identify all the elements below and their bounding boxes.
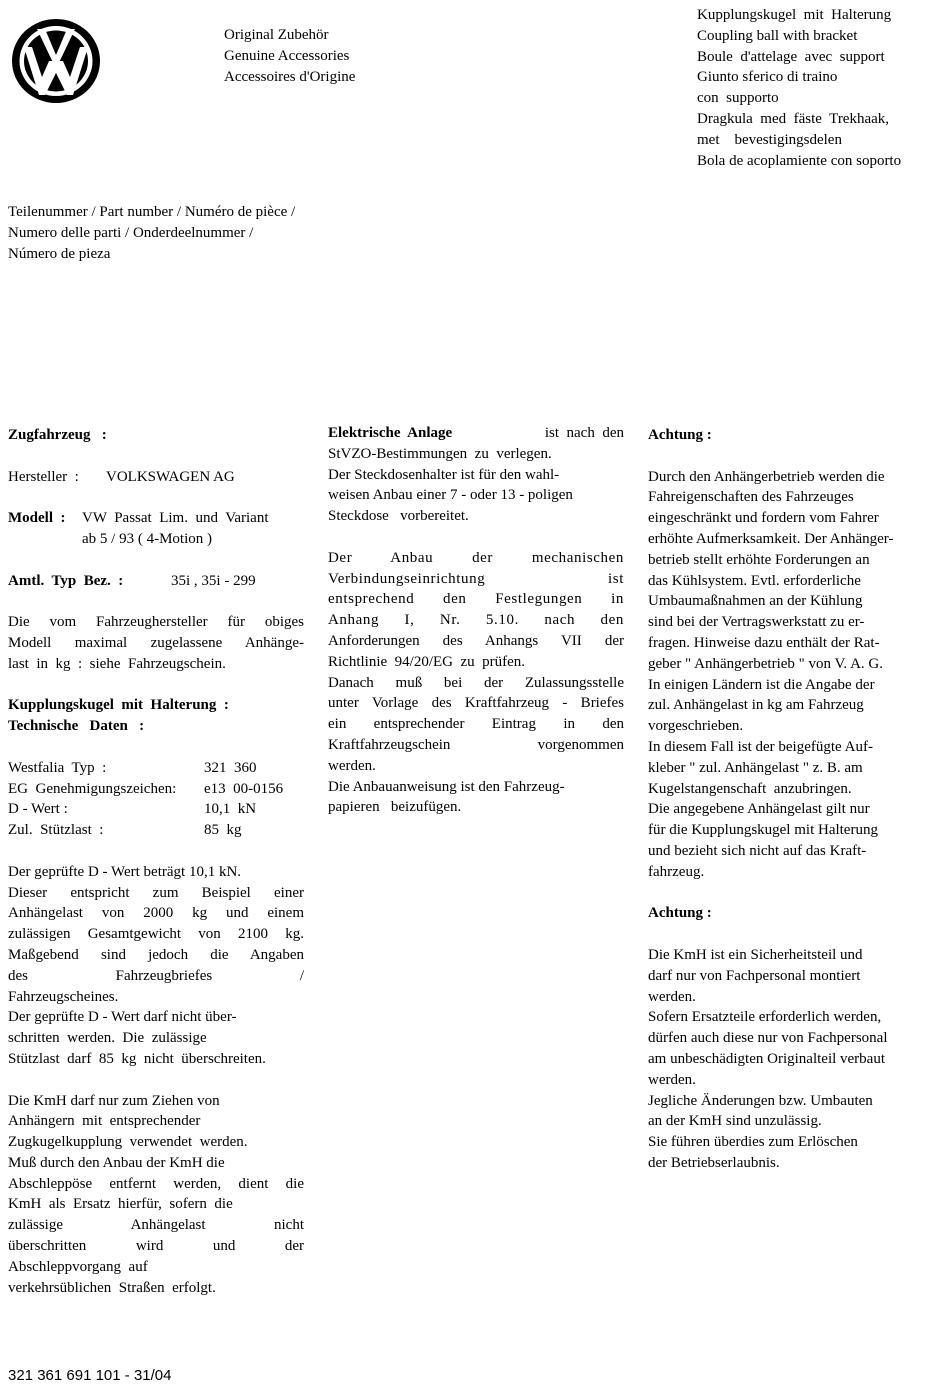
warning-line: Die angegebene Anhängelast gilt nur — [648, 801, 870, 818]
product-title-line: con supporto — [697, 90, 779, 107]
tech-heading: Kupplungskugel mit Halterung : — [8, 697, 229, 714]
kmh-line: überschritten wird und der — [8, 1238, 304, 1255]
anbau-line: werden. — [328, 757, 376, 774]
anbau-line: Kraftfahrzeugschein vorgenommen — [328, 736, 624, 753]
elektrisch-line: Steckdose vorbereitet. — [328, 508, 469, 525]
warning-line: Kugelstangenschaft anzubringen. — [648, 780, 852, 797]
anbau-line: ein entsprechender Eintrag in den — [328, 716, 624, 733]
kmh-line: Zugkugelkupplung verwendet werden. — [8, 1134, 248, 1151]
hersteller-row — [8, 467, 304, 488]
warning-line: betrieb stellt erhöhte Forderungen an — [648, 551, 870, 568]
warning-line: für die Kupplungskugel mit Halterung — [648, 822, 878, 839]
kmh-line: Abschleppvorgang auf — [8, 1258, 148, 1275]
dwert-line: Dieser entspricht zum Beispiel einer — [8, 884, 304, 901]
warning-line: am unbeschädigten Originalteil verbaut — [648, 1050, 886, 1067]
warning-line: darf nur von Fachpersonal montiert — [648, 967, 861, 984]
spec-value: 321 360 — [204, 759, 257, 776]
spec-value: 10,1 kN — [204, 801, 257, 818]
header-accessories — [224, 25, 355, 87]
product-title-line: Boule d'attelage avec support — [697, 48, 885, 65]
elektrisch-line: StVZO-Bestimmungen zu verlegen. — [328, 445, 552, 462]
warning-line: In diesem Fall ist der beigefügte Auf- — [648, 738, 873, 755]
dwert-line: Anhängelast von 2000 kg und einem — [8, 905, 304, 922]
product-title-line: Dragkula med fäste Trekhaak, — [697, 110, 890, 127]
anbau-line: papieren beizufügen. — [328, 799, 462, 816]
header-product-title — [697, 5, 901, 171]
spec-row — [8, 799, 304, 820]
modell-label: Modell : — [8, 510, 66, 527]
spec-row — [8, 779, 304, 800]
typ-row — [8, 571, 304, 592]
hersteller-label: Hersteller : — [8, 468, 79, 485]
typ-label: Amtl. Typ Bez. : — [8, 572, 124, 589]
zugfahrzeug-heading: Zugfahrzeug : — [8, 427, 107, 443]
warning-line: und bezieht sich nicht auf das Kraft- — [648, 842, 867, 859]
warning-line: erhöhte Aufmerksamkeit. Der Anhänger- — [648, 530, 894, 547]
warning-line: Umbaumaßnahmen an der Kühlung — [648, 593, 863, 610]
warning-line: kleber " zul. Anhängelast " z. B. am — [648, 759, 863, 776]
warning-line: In einigen Ländern ist die Angabe der — [648, 676, 875, 693]
kmh-line: Abschleppöse entfernt werden, dient die — [8, 1175, 304, 1192]
anbau-line: Anhang I, Nr. 5.10. nach den — [328, 612, 624, 629]
achtung-heading: Achtung : — [648, 905, 712, 922]
column-vehicle-data — [8, 425, 304, 1298]
product-title-line: met bevestigingsdelen — [697, 131, 842, 148]
anbau-line: Der Anbau der mechanischen — [328, 549, 624, 566]
spec-row — [8, 758, 304, 779]
warning-line: der Betriebserlaubnis. — [648, 1154, 780, 1171]
anbau-line: unter Vorlage des Kraftfahrzeug - Briefes — [328, 695, 624, 712]
spec-label: D - Wert : — [8, 801, 68, 818]
dwert-line: schritten werden. Die zulässige — [8, 1030, 207, 1047]
anbau-line: Anforderungen des Anhangs VII der — [328, 632, 624, 649]
spec-label: EG Genehmigungszeichen: — [8, 780, 177, 797]
spec-label: Westfalia Typ : — [8, 759, 107, 776]
dwert-line: Der geprüfte D - Wert beträgt 10,1 kN. — [8, 863, 242, 880]
part-number-label — [8, 202, 295, 264]
warning-line: Jegliche Änderungen bzw. Umbauten — [648, 1092, 873, 1109]
dwert-line: zulässigen Gesamtgewicht von 2100 kg. — [8, 926, 304, 943]
part-number-line: Número de pieza — [8, 245, 111, 262]
warning-line: Durch den Anhängerbetrieb werden die — [648, 468, 885, 485]
column-electrical — [328, 423, 624, 818]
kmh-line: Anhängern mit entsprechender — [8, 1113, 201, 1130]
vw-logo — [10, 17, 102, 105]
document-number: 321 361 691 101 - 31/04 — [8, 1367, 172, 1384]
anhaenge-line: Modell maximal zugelassene Anhänge- — [8, 634, 304, 651]
modell-row — [8, 508, 304, 529]
elektrisch-first-line — [328, 423, 624, 444]
product-title-line: Coupling ball with bracket — [697, 27, 858, 44]
warning-line: vorgeschrieben. — [648, 718, 744, 735]
header-line-en: Genuine Accessories — [224, 47, 350, 64]
warning-line: zul. Anhängelast in kg am Fahrzeug — [648, 697, 864, 714]
dwert-line: des Fahrzeugbriefes / — [8, 967, 304, 984]
dwert-line: Fahrzeugscheines. — [8, 988, 119, 1005]
anbau-line: Danach muß bei der Zulassungsstelle — [328, 674, 624, 691]
anhaenge-line: last in kg : siehe Fahrzeugschein. — [8, 655, 226, 672]
elektrisch-text: ist nach den — [544, 425, 624, 441]
warning-line: Die KmH ist ein Sicherheitsteil und — [648, 946, 863, 963]
warning-line: fragen. Hinweise dazu enthält der Rat- — [648, 634, 880, 651]
spec-value: 85 kg — [204, 822, 242, 839]
typ-value: 35i , 35i - 299 — [171, 572, 256, 589]
kmh-line: Muß durch den Anbau der KmH die — [8, 1154, 225, 1171]
warning-line: sind bei der Vertragswerkstatt zu er- — [648, 614, 865, 631]
warning-line: dürfen auch diese nur von Fachpersonal — [648, 1030, 888, 1047]
modell-value: VW Passat Lim. und Variant — [82, 510, 269, 527]
anbau-line: Richtlinie 94/20/EG zu prüfen. — [328, 653, 526, 670]
spec-row — [8, 820, 304, 841]
anhaenge-line: Die vom Fahrzeughersteller für obiges — [8, 614, 304, 631]
warning-line: eingeschränkt und fordern vom Fahrer — [648, 510, 879, 527]
warning-line: an der KmH sind unzulässig. — [648, 1113, 822, 1130]
kmh-line: KmH als Ersatz hierfür, sofern die — [8, 1196, 233, 1213]
header-line-de: Original Zubehör — [224, 27, 329, 43]
spec-label: Zul. Stützlast : — [8, 822, 104, 839]
anbau-line: Die Anbauanweisung ist den Fahrzeug- — [328, 778, 565, 795]
warning-line: Sofern Ersatzteile erforderlich werden, — [648, 1009, 882, 1026]
product-title-line: Giunto sferico di traino — [697, 69, 838, 86]
warning-line: Sie führen überdies zum Erlöschen — [648, 1134, 858, 1151]
part-number-line: Numero delle parti / Onderdeelnummer / — [8, 224, 254, 241]
warning-line: fahrzeug. — [648, 863, 705, 880]
elektrisch-heading: Elektrische Anlage — [328, 425, 453, 441]
header-line-fr: Accessoires d'Origine — [224, 68, 356, 85]
tech-heading: Technische Daten : — [8, 718, 145, 735]
dwert-line: Maßgebend sind jedoch die Angaben — [8, 946, 304, 963]
part-number-line: Teilenummer / Part number / Numéro de pièce / — [8, 204, 296, 220]
warning-line: werden. — [648, 1071, 696, 1088]
anbau-line: entsprechend den Festlegungen in — [328, 591, 624, 608]
warning-line: das Kühlsystem. Evtl. erforderliche — [648, 572, 861, 589]
warning-line: Fahreigenschaften des Fahrzeuges — [648, 489, 854, 506]
elektrisch-line: Der Steckdosenhalter ist für den wahl- — [328, 466, 560, 483]
product-title-line: Kupplungskugel mit Halterung — [697, 7, 892, 23]
dwert-line: Stützlast darf 85 kg nicht überschreiten. — [8, 1050, 266, 1067]
elektrisch-line: weisen Anbau einer 7 - oder 13 - poligen — [328, 487, 573, 504]
product-title-line: Bola de acoplamiente con soporto — [697, 152, 902, 169]
warning-line: werden. — [648, 988, 696, 1005]
column-warnings — [648, 425, 940, 1174]
achtung-heading: Achtung : — [648, 427, 712, 443]
kmh-line: zulässige Anhängelast nicht — [8, 1217, 304, 1234]
warning-line: geber " Anhängerbetrieb " von V. A. G. — [648, 655, 883, 672]
spec-value: e13 00-0156 — [204, 780, 284, 797]
dwert-line: Der geprüfte D - Wert darf nicht über- — [8, 1009, 237, 1026]
hersteller-value: VOLKSWAGEN AG — [106, 468, 235, 485]
kmh-line: Die KmH darf nur zum Ziehen von — [8, 1092, 220, 1109]
anbau-line: Verbindungseinrichtung ist — [328, 570, 624, 587]
modell-value-cont: ab 5 / 93 ( 4-Motion ) — [82, 530, 212, 547]
kmh-line: verkehrsüblichen Straßen erfolgt. — [8, 1279, 216, 1296]
